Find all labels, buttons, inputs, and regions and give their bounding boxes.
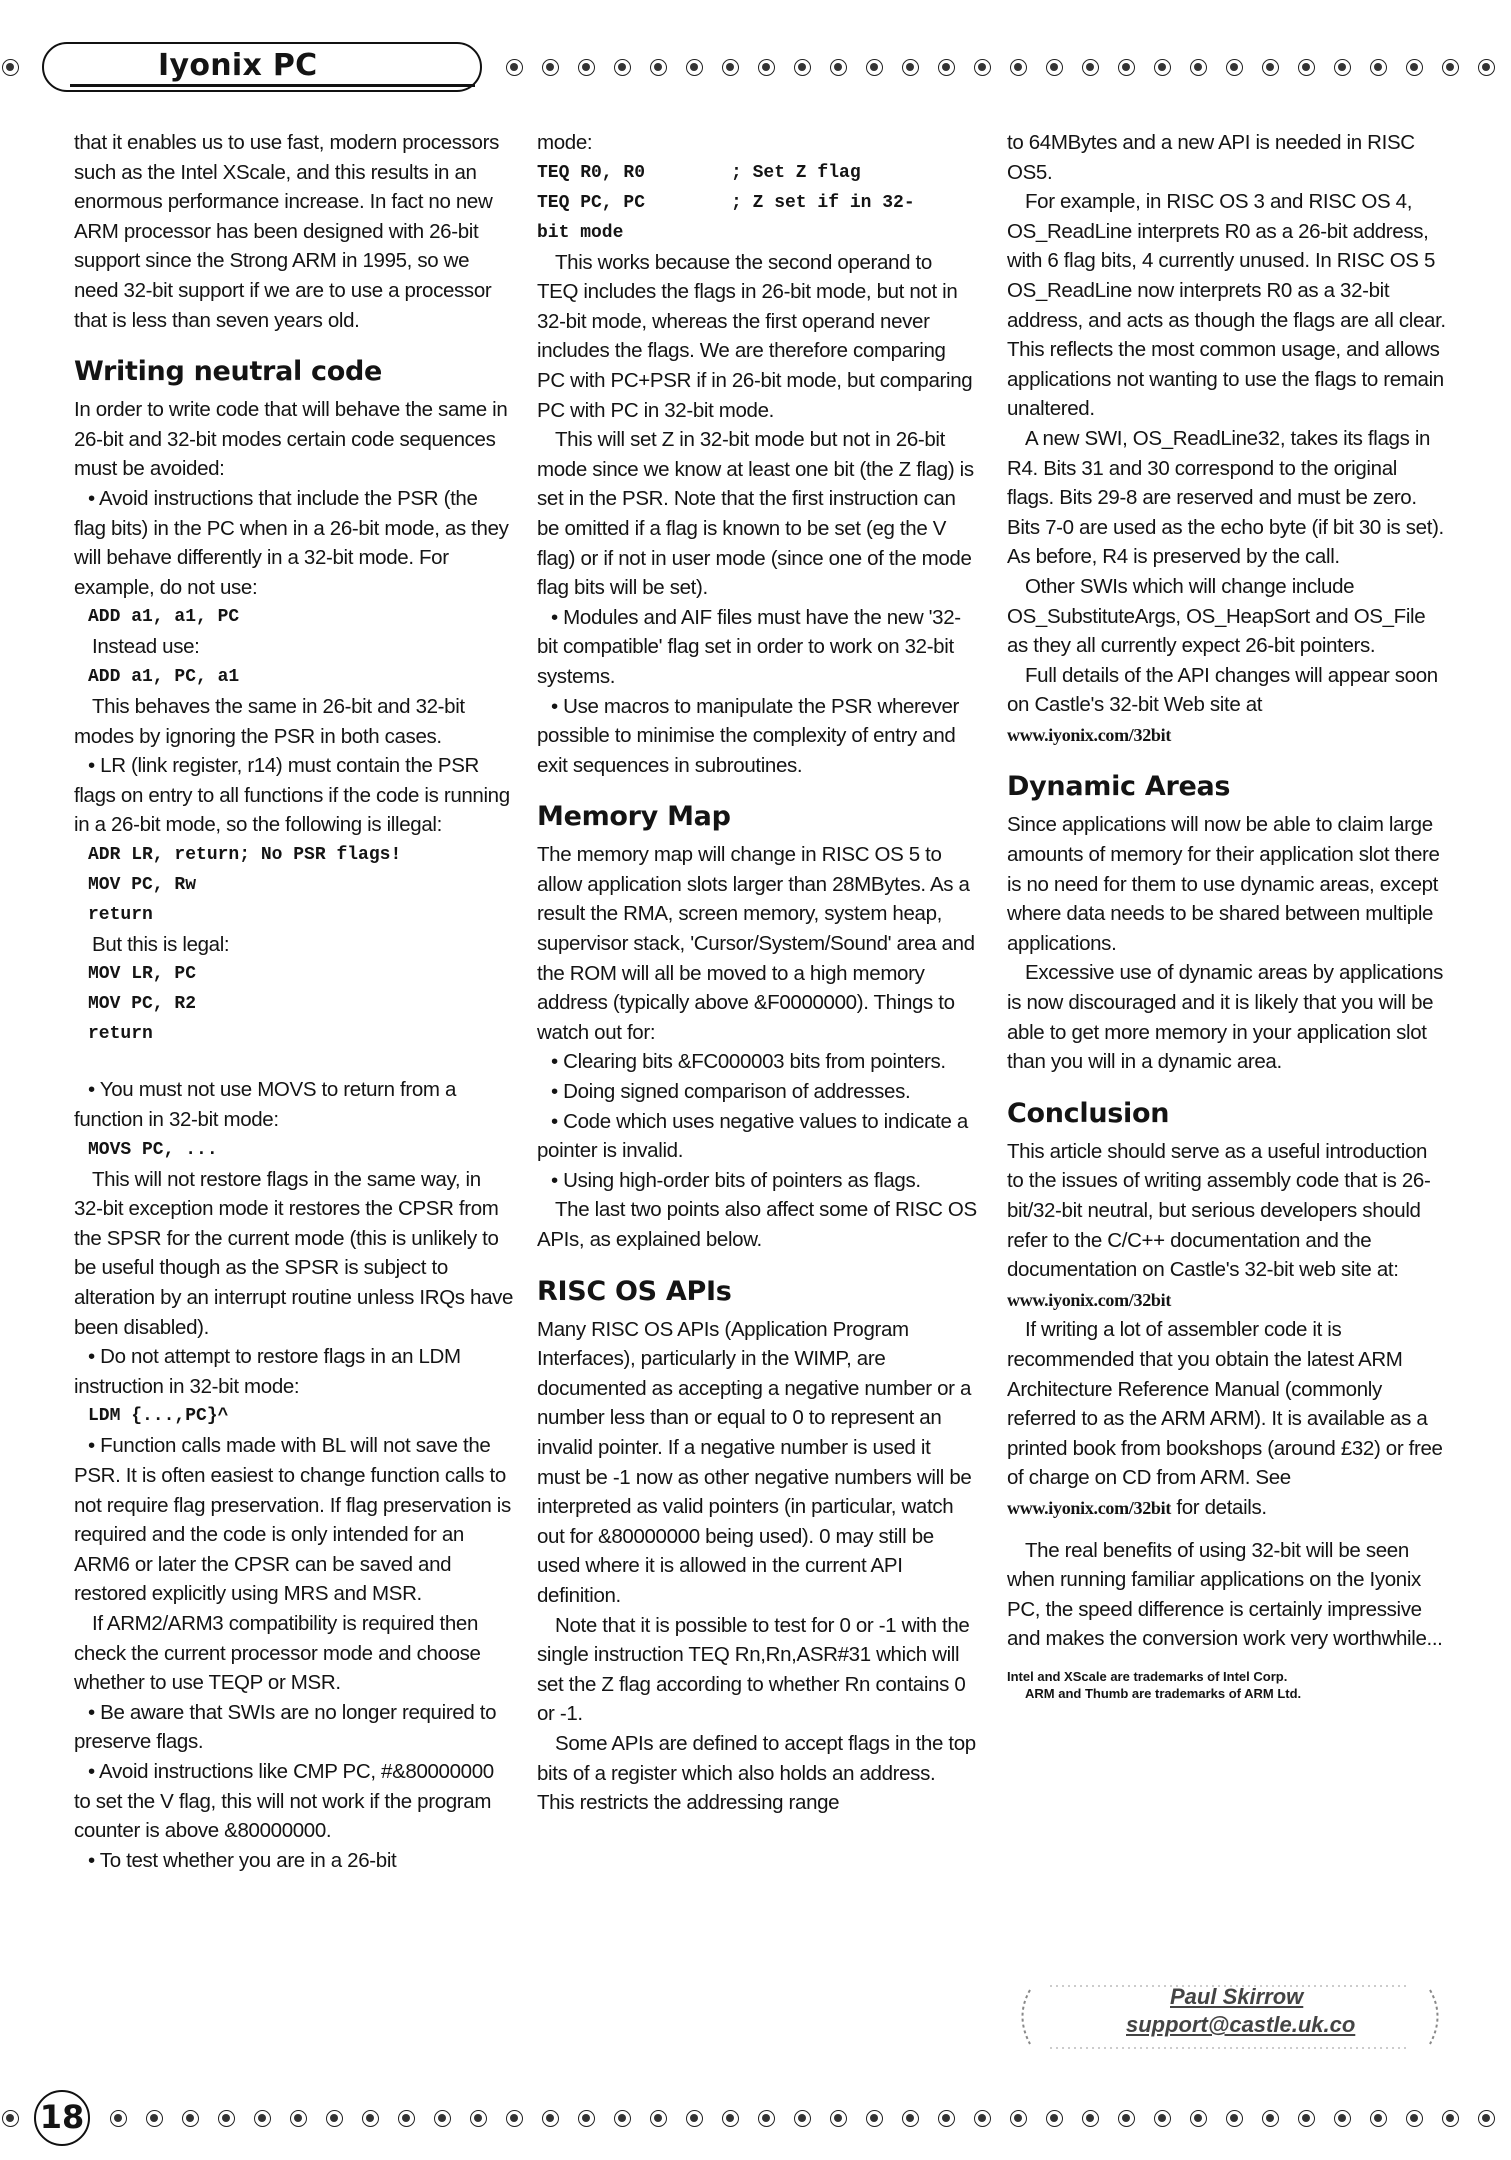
decorative-dot xyxy=(1442,2110,1459,2127)
decorative-dot xyxy=(614,2110,631,2127)
bullet-item: • Avoid instructions that include the PSR (the flag bits) in the PC when in a 26-bit mode, as they will behave differently in a 32-bit mode. For example, do not use: xyxy=(74,486,509,599)
decorative-dot xyxy=(326,2110,343,2127)
code-line xyxy=(537,158,977,188)
decorative-dot xyxy=(1262,59,1279,76)
decorative-dot xyxy=(146,2110,163,2127)
decorative-dot xyxy=(1118,59,1135,76)
decorative-dot xyxy=(398,2110,415,2127)
decorative-dot xyxy=(1262,2110,1279,2127)
paragraph: The memory map will change in RISC OS 5 to allow application slots larger than 28MBytes. As a result the RMA, screen memory, system heap, supervisor stack, 'Cursor/System/Sound' area and the ROM will all be moved to a high memory address (typically above &F0000000). Things to watch out for: xyxy=(537,843,975,1044)
section-heading-dynamic-areas: Dynamic Areas xyxy=(1007,771,1231,803)
decorative-dot xyxy=(1478,2110,1495,2127)
paragraph: The last two points also affect some of RISC OS APIs, as explained below. xyxy=(537,1198,977,1251)
paragraph: This article should serve as a useful introduction to the issues of writing assembly code that is 26-bit/32-bit neutral, but serious developers should refer to the C/C++ documentation and the documentation on Castle's 32-bit web site at: xyxy=(1007,1139,1431,1282)
decorative-dot xyxy=(686,2110,703,2127)
decorative-dot xyxy=(1010,59,1027,76)
bullet-item: • Be aware that SWIs are no longer required to preserve flags. xyxy=(74,1700,497,1754)
author-email[interactable]: support@castle.uk.co xyxy=(1126,2012,1356,2037)
code-line xyxy=(537,188,977,218)
paragraph: Full details of the API changes will appear soon on Castle's 32-bit Web site at xyxy=(1007,663,1438,717)
bullet-item: • LR (link register, r14) must contain the PSR flags on entry to all functions if the code is running in a 26-bit mode, so the following is illegal: xyxy=(74,754,510,837)
decorative-dot xyxy=(470,2110,487,2127)
decorative-dot xyxy=(1478,59,1495,76)
decorative-dot xyxy=(2,59,19,76)
bullet-item: • Clearing bits &FC000003 bits from pointers. xyxy=(551,1050,946,1074)
paragraph: This behaves the same in 26-bit and 32-bit modes by ignoring the PSR in both cases. xyxy=(74,694,465,748)
bullet-item: • Doing signed comparison of addresses. xyxy=(551,1080,911,1104)
section-heading-risc-os-apis: RISC OS APIs xyxy=(537,1275,732,1307)
decorative-dot xyxy=(1370,2110,1387,2127)
link-url[interactable] xyxy=(1007,720,1447,751)
code-line: ADD a1, a1, PC xyxy=(88,607,240,628)
article-column-1 xyxy=(74,128,514,1875)
decorative-dot xyxy=(650,59,667,76)
paragraph: A new SWI, OS_ReadLine32, takes its flags in R4. Bits 31 and 30 correspond to the original flags. Bits 29-8 are reserved and must be zero. Bits 7-0 are used as the echo byte (if bit 30 is set). As before, R4 is preserved by the call. xyxy=(1007,426,1444,569)
paragraph: to 64MBytes and a new API is needed in RISC OS5. xyxy=(1007,131,1415,184)
paragraph: Note that it is possible to test for 0 or -1 with the single instruction TEQ Rn,Rn,ASR#31 which will set the Z flag according to whether Rn contains 0 or -1. xyxy=(537,1613,970,1726)
decorative-dot xyxy=(1010,2110,1027,2127)
header-underline xyxy=(70,84,475,87)
link-text[interactable]: www.iyonix.com/32bit xyxy=(1007,1497,1172,1518)
decorative-dot xyxy=(794,59,811,76)
decorative-dot xyxy=(1334,59,1351,76)
decorative-dot xyxy=(614,59,631,76)
decorative-dot xyxy=(902,2110,919,2127)
paragraph: Excessive use of dynamic areas by applications is now discouraged and it is likely that you will be able to get more memory in your application slot than you will in a dynamic area. xyxy=(1007,961,1444,1074)
link-text[interactable]: www.iyonix.com/32bit xyxy=(1007,724,1172,745)
decorative-dot xyxy=(1406,2110,1423,2127)
paragraph: Since applications will now be able to claim large amounts of memory for their application slot there is no need for them to use dynamic areas, except where data needs to be shared between multiple applications. xyxy=(1007,813,1440,955)
decorative-dot xyxy=(650,2110,667,2127)
paragraph: This will not restore flags in the same way, in 32-bit exception mode it restores the CPSR from the SPSR for the current mode (this is unlikely to be useful though as the SPSR is subject to alteration by an interrupt routine unless IRQs have been disabled). xyxy=(74,1167,514,1339)
section-heading-memory-map: Memory Map xyxy=(537,801,731,833)
link-text[interactable]: www.iyonix.com/32bit xyxy=(1007,1289,1172,1310)
decorative-dot xyxy=(1190,59,1207,76)
decorative-dot xyxy=(866,59,883,76)
paragraph-text: If writing a lot of assembler code it is recommended that you obtain the latest ARM Architecture Reference Manual (commonly referred to as the ARM ARM). It is available as a printed book from bookshops (around £32) or free of charge on CD from ARM. See xyxy=(1007,1318,1443,1490)
decorative-dot xyxy=(1082,59,1099,76)
article-column-3 xyxy=(1007,128,1447,1702)
page-number: 18 xyxy=(34,2090,90,2146)
decorative-dot xyxy=(2,2110,19,2127)
code-line: MOV PC, Rw xyxy=(88,874,197,895)
paragraph: Instead use: xyxy=(92,635,200,659)
bullet-item: • Using high-order bits of pointers as flags. xyxy=(551,1168,921,1192)
section-heading-conclusion: Conclusion xyxy=(1007,1097,1170,1129)
trademark-note: Intel and XScale are trademarks of Intel Corp. xyxy=(1007,1668,1288,1684)
decorative-dot xyxy=(1154,2110,1171,2127)
decorative-dot xyxy=(1370,59,1387,76)
bullet-item: • Use macros to manipulate the PSR wherever possible to minimise the complexity of entry and exit sequences in subroutines. xyxy=(537,694,960,777)
decorative-dot xyxy=(434,2110,451,2127)
decorative-dot xyxy=(794,2110,811,2127)
decorative-dot xyxy=(506,2110,523,2127)
decorative-dot xyxy=(110,2110,127,2127)
code-line: MOV PC, R2 xyxy=(88,994,197,1015)
decorative-dot xyxy=(290,2110,307,2127)
author-name: Paul Skirrow xyxy=(1170,1984,1304,2009)
trademark-note: ARM and Thumb are trademarks of ARM Ltd. xyxy=(1025,1685,1302,1701)
code-line: bit mode xyxy=(537,222,624,243)
code-line: MOVS PC, ... xyxy=(88,1139,218,1160)
decorative-dot xyxy=(686,59,703,76)
decorative-dot xyxy=(1406,59,1423,76)
code-line: return xyxy=(88,904,153,925)
author-signature-box xyxy=(1010,1980,1450,2052)
bullet-item: • Avoid instructions like CMP PC, #&80000000 to set the V flag, this will not work if the program counter is above &80000000. xyxy=(74,1759,494,1843)
decorative-dot xyxy=(506,59,523,76)
decorative-dot xyxy=(1442,59,1459,76)
paragraph: mode: xyxy=(537,131,593,154)
paragraph xyxy=(1007,1315,1447,1523)
decorative-dot xyxy=(1082,2110,1099,2127)
paragraph: This will set Z in 32-bit mode but not in 26-bit mode since we know at least one bit (the Z flag) is set in the PSR. Note that the first instruction can be omitted if a flag is known to be set (eg the V flag) or if not in user mode (since one of the mode flag bits will be set). xyxy=(537,428,974,600)
decorative-dot xyxy=(902,59,919,76)
paragraph: Some APIs are defined to accept flags in the top bits of a register which also holds an address. This restricts the addressing range xyxy=(537,1731,976,1815)
article-column-2 xyxy=(537,128,977,1818)
paragraph: The real benefits of using 32-bit will be seen when running familiar applications on the Iyonix PC, the speed difference is certainly impressive and makes the conversion work very worthwhile... xyxy=(1007,1538,1443,1651)
bullet-item: • Function calls made with BL will not save the PSR. It is often easiest to change function calls to not require flag preservation. If flag preservation is required and the code is only intended for an ARM6 or later the CPSR can be saved and restored explicitly using MRS and MSR. xyxy=(74,1434,511,1606)
paragraph: If ARM2/ARM3 compatibility is required then check the current processor mode and choose whether to use TEQP or MSR. xyxy=(74,1611,481,1695)
decorative-dot xyxy=(1190,2110,1207,2127)
paragraph: that it enables us to use fast, modern processors such as the Intel XScale, and this results in an enormous performance increase. In fact no new ARM processor has been designed with 26-bit support since the Strong ARM in 1995, so we need 32-bit support if we are to use a processor that is less than seven years old. xyxy=(74,131,499,332)
code-comment: ; Set Z flag xyxy=(731,162,861,183)
decorative-dot xyxy=(1154,59,1171,76)
decorative-dot xyxy=(974,2110,991,2127)
link-url[interactable] xyxy=(1007,1285,1447,1316)
decorative-dot xyxy=(758,59,775,76)
bullet-item: • To test whether you are in a 26-bit xyxy=(88,1848,397,1872)
decorative-dot xyxy=(830,59,847,76)
decorative-dot xyxy=(974,59,991,76)
decorative-dot xyxy=(578,59,595,76)
footer-dot-border xyxy=(0,2108,1511,2148)
paragraph: This works because the second operand to TEQ includes the flags in 26-bit mode, but not in 32-bit mode, whereas the first operand never includes the flags. We are therefore comparing PC with PC+PSR if in 26-bit mode, but comparing PC with PC in 32-bit mode. xyxy=(537,250,973,422)
decorative-dot xyxy=(182,2110,199,2127)
code-line: ADR LR, return; No PSR flags! xyxy=(88,844,402,865)
decorative-dot xyxy=(1298,59,1315,76)
paragraph: But this is legal: xyxy=(92,932,230,956)
decorative-dot xyxy=(578,2110,595,2127)
decorative-dot xyxy=(218,2110,235,2127)
section-heading-writing-neutral-code: Writing neutral code xyxy=(74,356,383,388)
code-line: MOV LR, PC xyxy=(88,964,197,985)
decorative-dot xyxy=(722,2110,739,2127)
decorative-dot xyxy=(542,2110,559,2127)
paragraph: Other SWIs which will change include OS_SubstituteArgs, OS_HeapSort and OS_File as they all currently expect 26-bit pointers. xyxy=(1007,574,1426,658)
code-instruction: TEQ PC, PC xyxy=(537,192,646,213)
decorative-dot xyxy=(362,2110,379,2127)
code-line: ADD a1, PC, a1 xyxy=(88,666,240,687)
decorative-dot xyxy=(1298,2110,1315,2127)
bullet-item: • Modules and AIF files must have the new '32-bit compatible' flag set in order to work on 32-bit systems. xyxy=(537,605,961,688)
decorative-dot xyxy=(1226,2110,1243,2127)
decorative-dot xyxy=(542,59,559,76)
decorative-dot xyxy=(722,59,739,76)
decorative-dot xyxy=(938,2110,955,2127)
decorative-dot xyxy=(866,2110,883,2127)
paragraph: Many RISC OS APIs (Application Program Interfaces), particularly in the WIMP, are documented as accepting a negative number or a number less than or equal to 0 to represent an invalid pointer. If a negative number is used it must be -1 now as other negative numbers will be interpreted as valid pointers (in particular, watch out for &80000000 being used). 0 may still be used where it is allowed in the current API definition. xyxy=(537,1317,972,1607)
paragraph: For example, in RISC OS 3 and RISC OS 4, OS_ReadLine interprets R0 as a 26-bit address, with 6 flag bits, 4 currently unused. In RISC OS 5 OS_ReadLine now interprets R0 as a 32-bit address, and acts as though the flags are all clear. This reflects the most common usage, and allows applications not wanting to use the flags to remain unaltered. xyxy=(1007,190,1446,421)
decorative-dot xyxy=(1226,59,1243,76)
code-instruction: TEQ R0, R0 xyxy=(537,162,646,183)
decorative-dot xyxy=(758,2110,775,2127)
decorative-dot xyxy=(830,2110,847,2127)
code-line: return xyxy=(88,1024,153,1045)
decorative-dot xyxy=(938,59,955,76)
paragraph-text: for details. xyxy=(1176,1495,1267,1519)
magazine-section-title: Iyonix PC xyxy=(158,48,318,83)
code-line: LDM {...,PC}^ xyxy=(88,1406,229,1427)
bullet-item: • Do not attempt to restore flags in an LDM instruction in 32-bit mode: xyxy=(74,1345,461,1398)
decorative-dot xyxy=(1046,2110,1063,2127)
decorative-dot xyxy=(1046,59,1063,76)
bullet-item: • You must not use MOVS to return from a function in 32-bit mode: xyxy=(74,1078,457,1132)
decorative-dot xyxy=(1118,2110,1135,2127)
paragraph: In order to write code that will behave the same in 26-bit and 32-bit modes certain code sequences must be avoided: xyxy=(74,398,508,481)
decorative-dot xyxy=(1334,2110,1351,2127)
bullet-item: • Code which uses negative values to indicate a pointer is invalid. xyxy=(537,1109,968,1163)
code-comment: ; Z set if in 32- xyxy=(731,192,915,213)
decorative-dot xyxy=(254,2110,271,2127)
